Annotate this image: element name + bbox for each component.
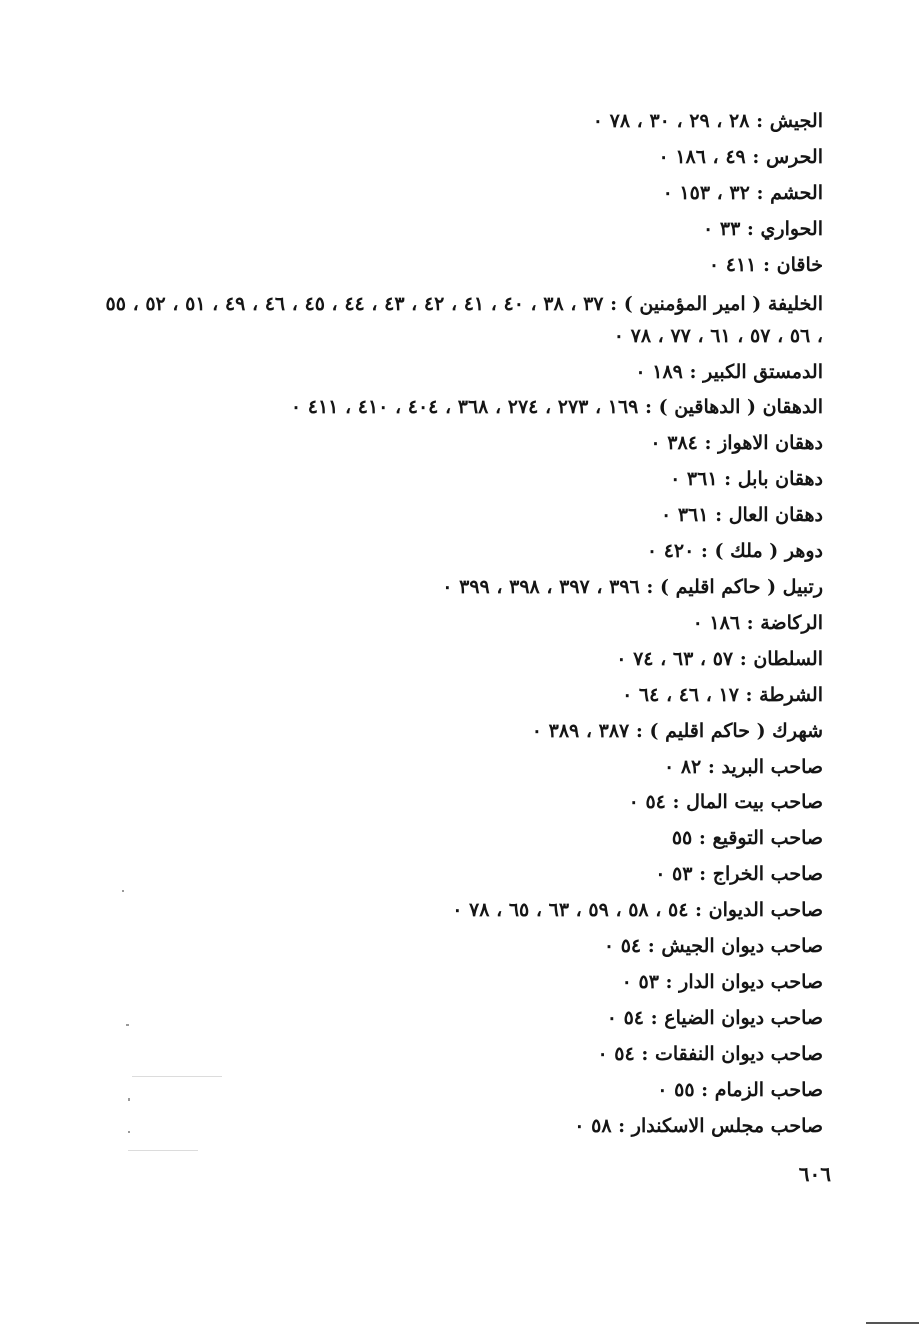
index-entry: صاحب الخراج : ٥٣ ٠ [655, 863, 823, 886]
index-entry: صاحب الديوان : ٥٤ ، ٥٨ ، ٥٩ ، ٦٣ ، ٦٥ ، ٧٨ ٠ [452, 899, 823, 922]
index-entry: الحواري : ٣٣ ٠ [703, 217, 823, 240]
index-entry: صاحب ديوان الجيش : ٥٤ ٠ [603, 935, 823, 958]
scan-speck [128, 1098, 130, 1101]
index-entry: صاحب البريد : ٨٢ ٠ [664, 755, 823, 778]
scan-speck [126, 1024, 129, 1026]
index-entry: صاحب بيت المال : ٥٤ ٠ [628, 791, 823, 814]
index-entry: الدمستق الكبير : ١٨٩ ٠ [635, 360, 823, 383]
index-entry: صاحب ديوان الدار : ٥٣ ٠ [621, 970, 823, 993]
scan-dash [132, 1076, 222, 1077]
edge-line [866, 1322, 919, 1324]
scan-dash [128, 1150, 198, 1151]
page-number: ٦٠٦ [798, 1162, 831, 1186]
index-entry: صاحب ديوان النفقات : ٥٤ ٠ [597, 1042, 823, 1065]
index-entry: دهقان بابل : ٣٦١ ٠ [670, 468, 823, 491]
index-entry: الشرطة : ١٧ ، ٤٦ ، ٦٤ ٠ [622, 683, 823, 706]
index-entry: دهقان العال : ٣٦١ ٠ [661, 504, 823, 527]
index-entry: دوهر ( ملك ) : ٤٢٠ ٠ [646, 540, 823, 563]
index-entry: الحرس : ٤٩ ، ١٨٦ ٠ [658, 145, 823, 168]
index-entry: صاحب التوقيع : ٥٥ [671, 827, 823, 850]
index-entry: خاقان : ٤١١ ٠ [708, 253, 823, 276]
index-entry: الدهقان ( الدهاقين ) : ١٦٩ ، ٢٧٣ ، ٢٧٤ ، ٣٦٨ ، ٤٠٤ ، ٤١٠ ، ٤١١ ٠ [290, 396, 823, 419]
index-entry: دهقان الاهواز : ٣٨٤ ٠ [650, 432, 823, 455]
scan-speck [122, 890, 124, 892]
index-entry: صاحب الزمام : ٥٥ ٠ [657, 1078, 823, 1101]
index-entry: شهرك ( حاكم اقليم ) : ٣٨٧ ، ٣٨٩ ٠ [531, 719, 823, 742]
index-entry: السلطان : ٥٧ ، ٦٣ ، ٧٤ ٠ [616, 647, 823, 670]
index-entry: صاحب مجلس الاسكندار : ٥٨ ٠ [574, 1114, 823, 1137]
index-entry: الركاضة : ١٨٦ ٠ [692, 611, 823, 634]
index-entry: رتبيل ( حاكم اقليم ) : ٣٩٦ ، ٣٩٧ ، ٣٩٨ ، ٣٩٩ ٠ [442, 575, 823, 598]
index-entry: صاحب ديوان الضياع : ٥٤ ٠ [606, 1006, 823, 1029]
index-entry: الحشم : ٣٢ ، ١٥٣ ٠ [662, 181, 823, 204]
index-list [103, 104, 823, 1144]
index-entry: الخليفة ( امير المؤمنين ) : ٣٧ ، ٣٨ ، ٤٠ ، ٤١ ، ٤٢ ، ٤٣ ، ٤٤ ، ٤٥ ، ٤٦ ، ٤٩ ، ٥١ ، ٥٢ ، ٥٥ ، ٥٦ ، ٥٧ ، ٦١ ، ٧٧ ، ٧٨ ٠ [105, 292, 823, 347]
scan-speck [128, 1131, 130, 1133]
index-entry: الجيش : ٢٨ ، ٢٩ ، ٣٠ ، ٧٨ ٠ [592, 110, 823, 132]
